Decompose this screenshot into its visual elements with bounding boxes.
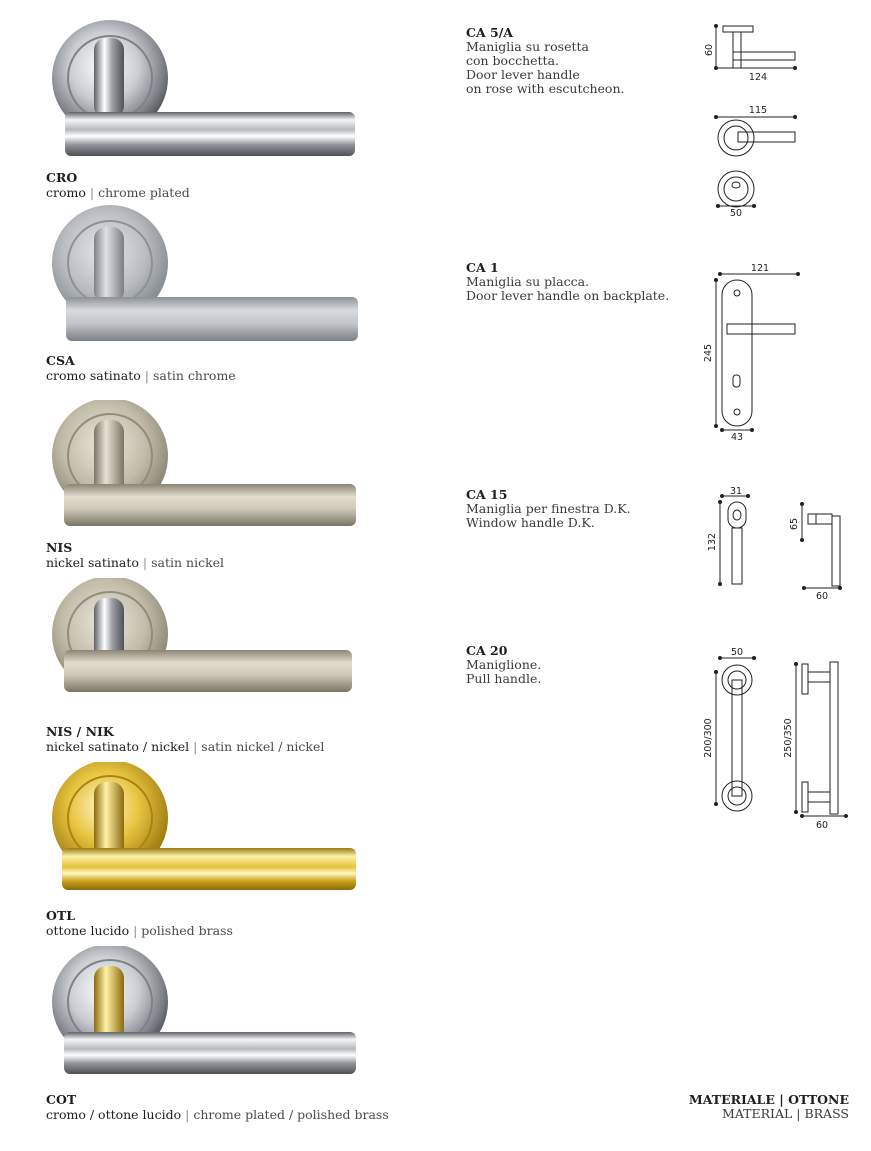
model-ca15	[466, 488, 686, 530]
finish-cro	[0, 18, 420, 203]
handle-image-satin-nickel	[40, 400, 370, 540]
dim-ca5a-height: 60	[704, 43, 715, 57]
model-desc-line: Window handle D.K.	[466, 515, 595, 530]
drawing-ca5a	[700, 20, 810, 220]
model-desc-line: Maniglia per finestra D.K.	[466, 501, 631, 516]
finish-code: CRO	[46, 170, 78, 185]
material-footer	[689, 1093, 849, 1121]
finish-otl	[0, 762, 420, 942]
finish-name-it: nickel satinato	[46, 555, 139, 570]
finish-name-en: chrome plated / polished brass	[193, 1107, 389, 1122]
handle-image-satin-chrome	[40, 205, 370, 355]
material-line-en: MATERIAL | BRASS	[722, 1106, 849, 1121]
dim-ca15-height: 132	[707, 532, 718, 552]
model-code: CA 15	[466, 487, 508, 502]
finish-nis-nik	[0, 578, 420, 758]
model-code: CA 1	[466, 260, 499, 275]
model-desc-line: Door lever handle on backplate.	[466, 288, 670, 303]
finish-name-it: nickel satinato / nickel	[46, 739, 190, 754]
dim-ca15-width: 31	[729, 486, 743, 497]
model-desc-line: Maniglia su placca.	[466, 274, 590, 289]
finish-code: COT	[46, 1092, 77, 1107]
drawing-ca15	[700, 484, 860, 604]
finish-name-en: polished brass	[141, 923, 233, 938]
model-desc-line: Maniglione.	[466, 657, 542, 672]
handle-image-satin-nickel-nickel	[40, 578, 370, 718]
model-code: CA 20	[466, 643, 508, 658]
finish-code: CSA	[46, 353, 75, 368]
finish-name-it: ottone lucido	[46, 923, 130, 938]
handle-image-chrome	[40, 18, 370, 168]
model-ca1	[466, 261, 686, 303]
drawing-ca1	[700, 262, 810, 447]
model-desc-line: Pull handle.	[466, 671, 542, 686]
finish-name-en: satin nickel / nickel	[201, 739, 325, 754]
separator: |	[142, 555, 148, 570]
material-line-it: MATERIALE | OTTONE	[688, 1092, 849, 1107]
dim-ca20-length: 250/350	[783, 718, 794, 758]
dim-ca15-depth: 65	[789, 517, 800, 531]
dim-ca1-width: 121	[750, 263, 770, 274]
separator: |	[144, 368, 149, 383]
separator: |	[185, 1107, 190, 1122]
handle-image-polished-brass	[40, 762, 370, 902]
finish-name-en: satin chrome	[152, 368, 236, 383]
dim-ca1-plate: 43	[730, 432, 744, 443]
model-desc-line: Maniglia su rosetta	[466, 39, 589, 54]
model-desc-line: con bocchetta.	[466, 53, 559, 68]
finish-code: NIS	[46, 540, 73, 555]
drawing-ca20	[700, 644, 860, 834]
dim-ca15-projection: 60	[815, 591, 829, 602]
separator: |	[133, 923, 138, 938]
dim-ca1-height: 245	[703, 343, 714, 363]
dim-ca20-width: 50	[730, 647, 744, 658]
separator: |	[89, 185, 95, 200]
finish-name-it: cromo / ottone lucido	[46, 1107, 182, 1122]
dim-ca20-projection: 60	[815, 820, 829, 831]
finish-cot	[0, 946, 420, 1126]
finish-csa	[0, 205, 420, 390]
model-code: CA 5/A	[466, 25, 513, 40]
model-desc-line: Door lever handle	[466, 67, 580, 82]
finish-name-en: chrome plated	[98, 185, 190, 200]
finish-name-it: cromo	[46, 185, 86, 200]
dim-ca5a-top-length: 115	[748, 105, 768, 116]
model-ca5a	[466, 26, 686, 96]
finish-name-en: satin nickel	[151, 555, 225, 570]
separator: |	[193, 739, 198, 754]
dim-ca5a-rose: 50	[729, 208, 743, 219]
model-ca20	[466, 644, 686, 686]
dim-ca5a-length: 124	[748, 72, 768, 83]
finish-nis	[0, 400, 420, 580]
dim-ca20-height: 200/300	[703, 718, 714, 758]
handle-image-chrome-brass	[40, 946, 370, 1086]
finish-code: OTL	[46, 908, 75, 923]
finish-name-it: cromo satinato	[46, 368, 141, 383]
model-desc-line: on rose with escutcheon.	[466, 81, 625, 96]
finish-code: NIS / NIK	[46, 724, 114, 739]
